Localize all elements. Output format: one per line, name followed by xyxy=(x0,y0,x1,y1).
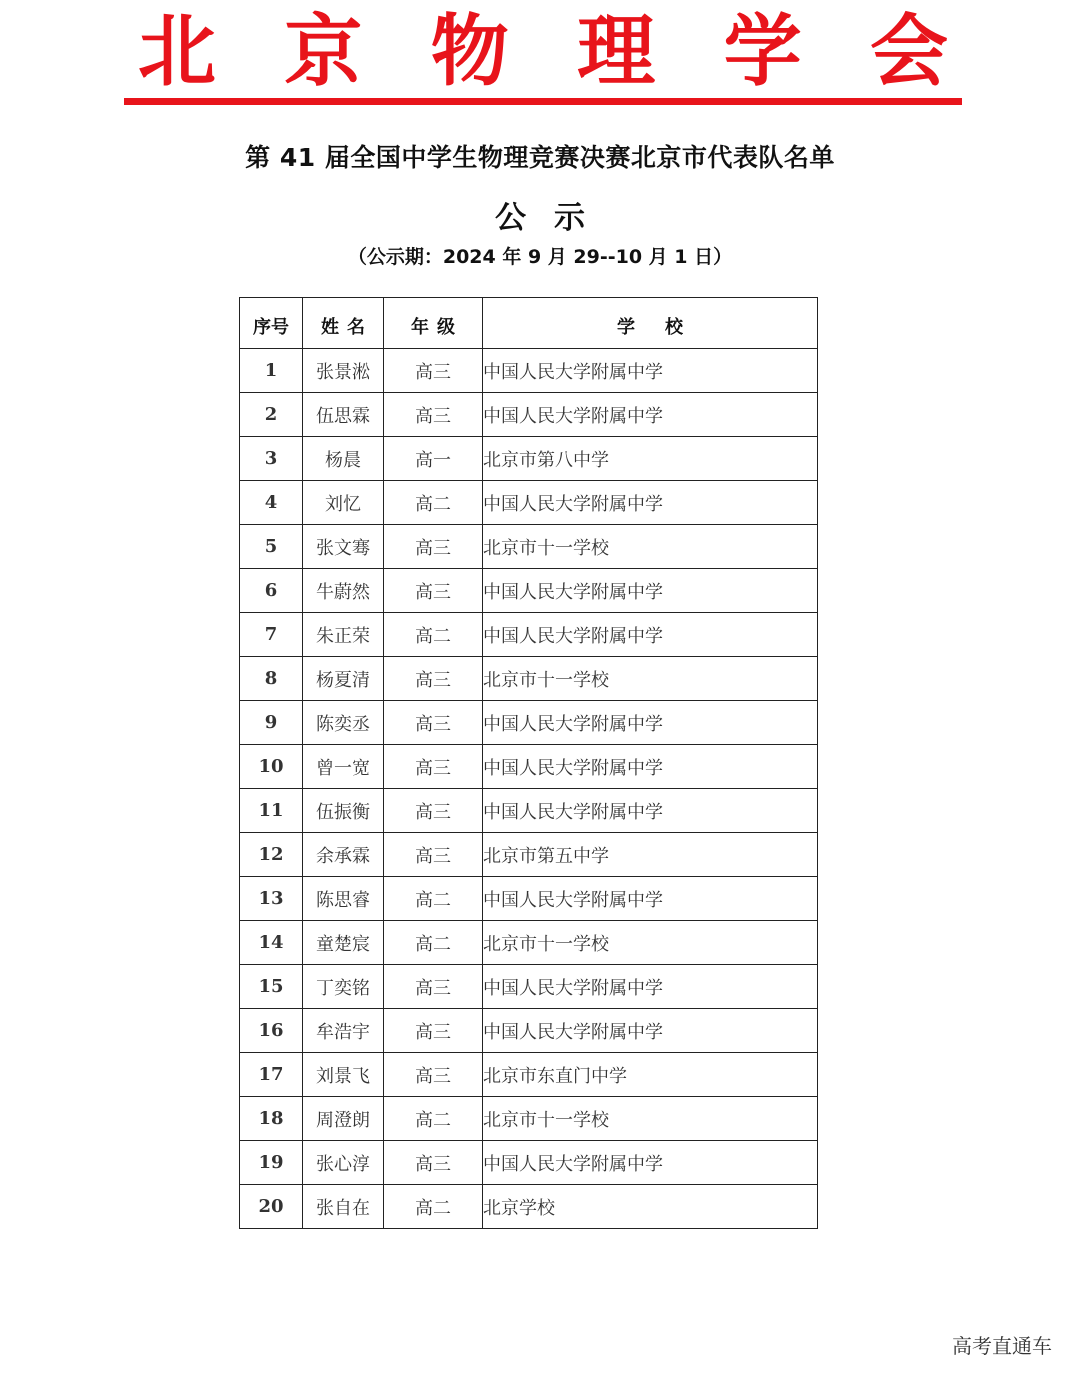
cell-name: 伍思霖 xyxy=(303,393,384,437)
cell-school: 中国人民大学附属中学 xyxy=(483,789,818,833)
cell-grade: 高一 xyxy=(384,437,483,481)
cell-name: 张心淳 xyxy=(303,1141,384,1185)
cell-name: 刘景飞 xyxy=(303,1053,384,1097)
cell-index: 10 xyxy=(240,745,303,789)
header-name: 姓名 xyxy=(303,298,384,349)
roster-body xyxy=(240,349,818,1229)
letterhead-char: 北 xyxy=(138,7,217,97)
cell-index: 6 xyxy=(240,569,303,613)
cell-school: 北京市十一学校 xyxy=(483,921,818,965)
cell-name: 牟浩宇 xyxy=(303,1009,384,1053)
cell-grade: 高二 xyxy=(384,613,483,657)
cell-index: 16 xyxy=(240,1009,303,1053)
cell-index: 20 xyxy=(240,1185,303,1229)
cell-index: 7 xyxy=(240,613,303,657)
cell-name: 朱正荣 xyxy=(303,613,384,657)
table-row xyxy=(240,1009,818,1053)
cell-grade: 高三 xyxy=(384,965,483,1009)
cell-grade: 高二 xyxy=(384,481,483,525)
table-row xyxy=(240,437,818,481)
table-row xyxy=(240,789,818,833)
table-row xyxy=(240,701,818,745)
letterhead-char: 会 xyxy=(869,7,948,97)
cell-grade: 高三 xyxy=(384,393,483,437)
cell-index: 4 xyxy=(240,481,303,525)
cell-school: 北京市十一学校 xyxy=(483,525,818,569)
table-row xyxy=(240,1053,818,1097)
cell-index: 9 xyxy=(240,701,303,745)
cell-name: 曾一宽 xyxy=(303,745,384,789)
cell-name: 张文骞 xyxy=(303,525,384,569)
cell-school: 北京市第五中学 xyxy=(483,833,818,877)
cell-index: 2 xyxy=(240,393,303,437)
cell-grade: 高二 xyxy=(384,877,483,921)
table-row xyxy=(240,1097,818,1141)
cell-grade: 高三 xyxy=(384,1141,483,1185)
cell-name: 杨晨 xyxy=(303,437,384,481)
cell-grade: 高三 xyxy=(384,1009,483,1053)
cell-index: 18 xyxy=(240,1097,303,1141)
table-row xyxy=(240,965,818,1009)
cell-school: 北京市第八中学 xyxy=(483,437,818,481)
cell-grade: 高二 xyxy=(384,921,483,965)
cell-school: 北京市东直门中学 xyxy=(483,1053,818,1097)
cell-school: 中国人民大学附属中学 xyxy=(483,745,818,789)
cell-index: 19 xyxy=(240,1141,303,1185)
cell-grade: 高三 xyxy=(384,525,483,569)
cell-grade: 高三 xyxy=(384,349,483,393)
letterhead-char: 学 xyxy=(723,7,802,97)
table-row xyxy=(240,833,818,877)
cell-index: 13 xyxy=(240,877,303,921)
cell-school: 中国人民大学附属中学 xyxy=(483,393,818,437)
cell-index: 12 xyxy=(240,833,303,877)
cell-name: 杨夏清 xyxy=(303,657,384,701)
page-subtitle: 公示 xyxy=(495,200,613,236)
cell-index: 3 xyxy=(240,437,303,481)
announcement-period: （公示期：2024 年 9 月 29--10 月 1 日） xyxy=(347,246,733,268)
cell-index: 15 xyxy=(240,965,303,1009)
letterhead-divider xyxy=(124,98,962,105)
table-header-row xyxy=(240,298,818,349)
cell-school: 中国人民大学附属中学 xyxy=(483,481,818,525)
cell-school: 中国人民大学附属中学 xyxy=(483,569,818,613)
cell-grade: 高三 xyxy=(384,1053,483,1097)
letterhead-char: 理 xyxy=(577,7,656,97)
cell-index: 14 xyxy=(240,921,303,965)
cell-name: 童楚宸 xyxy=(303,921,384,965)
cell-name: 陈思睿 xyxy=(303,877,384,921)
cell-name: 周澄朗 xyxy=(303,1097,384,1141)
table-row xyxy=(240,613,818,657)
cell-index: 11 xyxy=(240,789,303,833)
header-school: 学校 xyxy=(483,298,818,349)
cell-grade: 高三 xyxy=(384,569,483,613)
cell-school: 中国人民大学附属中学 xyxy=(483,1009,818,1053)
cell-grade: 高二 xyxy=(384,1185,483,1229)
table-row xyxy=(240,1185,818,1229)
cell-grade: 高三 xyxy=(384,701,483,745)
cell-name: 丁奕铭 xyxy=(303,965,384,1009)
cell-name: 伍振衡 xyxy=(303,789,384,833)
cell-school: 北京学校 xyxy=(483,1185,818,1229)
letterhead-char: 京 xyxy=(284,7,363,97)
cell-name: 陈奕丞 xyxy=(303,701,384,745)
cell-name: 牛蔚然 xyxy=(303,569,384,613)
cell-grade: 高三 xyxy=(384,745,483,789)
cell-school: 中国人民大学附属中学 xyxy=(483,965,818,1009)
header-grade: 年级 xyxy=(384,298,483,349)
table-row xyxy=(240,569,818,613)
cell-index: 5 xyxy=(240,525,303,569)
cell-grade: 高三 xyxy=(384,789,483,833)
cell-school: 中国人民大学附属中学 xyxy=(483,701,818,745)
cell-grade: 高三 xyxy=(384,833,483,877)
table-row xyxy=(240,657,818,701)
cell-grade: 高三 xyxy=(384,657,483,701)
cell-name: 张景淞 xyxy=(303,349,384,393)
table-row xyxy=(240,877,818,921)
header-index: 序号 xyxy=(240,298,303,349)
table-row xyxy=(240,349,818,393)
table-row xyxy=(240,481,818,525)
cell-school: 北京市十一学校 xyxy=(483,657,818,701)
cell-school: 中国人民大学附属中学 xyxy=(483,349,818,393)
page-title: 第 41 届全国中学生物理竞赛决赛北京市代表队名单 xyxy=(245,143,835,172)
watermark: 高考直通车 xyxy=(952,1334,1052,1358)
cell-school: 中国人民大学附属中学 xyxy=(483,1141,818,1185)
cell-school: 北京市十一学校 xyxy=(483,1097,818,1141)
table-row xyxy=(240,921,818,965)
cell-grade: 高二 xyxy=(384,1097,483,1141)
cell-name: 张自在 xyxy=(303,1185,384,1229)
table-row xyxy=(240,745,818,789)
table-row xyxy=(240,1141,818,1185)
roster-table xyxy=(239,297,818,1229)
table-row xyxy=(240,393,818,437)
letterhead xyxy=(124,6,962,98)
letterhead-char: 物 xyxy=(430,7,509,97)
cell-name: 余承霖 xyxy=(303,833,384,877)
table-row xyxy=(240,525,818,569)
cell-school: 中国人民大学附属中学 xyxy=(483,613,818,657)
cell-school: 中国人民大学附属中学 xyxy=(483,877,818,921)
cell-index: 17 xyxy=(240,1053,303,1097)
cell-name: 刘忆 xyxy=(303,481,384,525)
cell-index: 8 xyxy=(240,657,303,701)
cell-index: 1 xyxy=(240,349,303,393)
